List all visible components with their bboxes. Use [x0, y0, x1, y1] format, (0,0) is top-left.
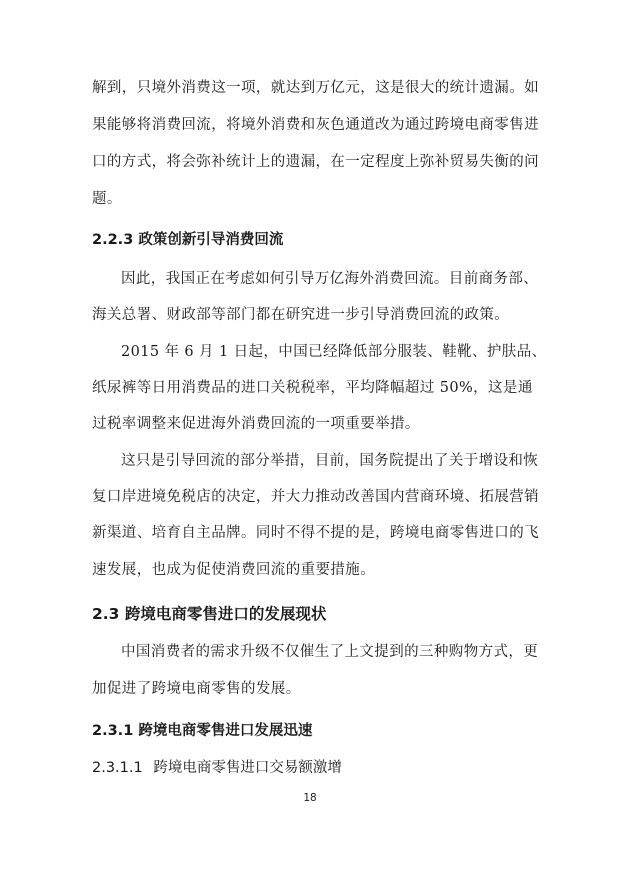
paragraph-line: 加促进了跨境电商零售的发展。 — [92, 681, 301, 697]
paragraph-line: 果能够将消费回流，将境外消费和灰色通道改为通过跨境电商零售进 — [92, 117, 539, 133]
paragraph-line: 2015 年 6 月 1 日起，中国已经降低部分服装、鞋靴、护肤品、 — [121, 344, 547, 360]
paragraph-line: 口的方式，将会弥补统计上的遗漏，在一定程度上弥补贸易失衡的问 — [92, 154, 539, 170]
page-number: 18 — [303, 792, 317, 804]
heading-number: 2.3.1.1 — [92, 760, 143, 776]
paragraph-line: 题。 — [92, 191, 122, 207]
section-heading-2-3-1-1 — [92, 758, 342, 778]
paragraph-line: 速发展，也成为促使消费回流的重要措施。 — [92, 562, 376, 578]
paragraph-line: 中国消费者的需求升级不仅催生了上文提到的三种购物方式，更 — [121, 644, 539, 660]
paragraph-line: 纸尿裤等日用消费品的进口关税税率，平均降幅超过 50%，这是通 — [92, 380, 533, 396]
section-heading-2-2-3: 2.2.3 政策创新引导消费回流 — [92, 232, 284, 248]
paragraph-line: 海关总署、财政部等部门都在研究进一步引导消费回流的政策。 — [92, 307, 510, 323]
paragraph-line: 过税率调整来促进海外消费回流的一项重要举措。 — [92, 416, 420, 432]
paragraph-line: 新渠道、培育自主品牌。同时不得不提的是，跨境电商零售进口的飞 — [92, 525, 539, 541]
paragraph-line: 这只是引导回流的部分举措，目前，国务院提出了关于增设和恢 — [121, 453, 539, 469]
heading-text: 跨境电商零售进口交易额激增 — [153, 760, 342, 776]
section-heading-2-3: 2.3 跨境电商零售进口的发展现状 — [92, 605, 327, 623]
section-heading-2-3-1: 2.3.1 跨境电商零售进口发展迅速 — [92, 723, 313, 739]
paragraph-line: 解到，只境外消费这一项，就达到万亿元，这是很大的统计遗漏。如 — [92, 80, 539, 96]
paragraph-line: 因此，我国正在考虑如何引导万亿海外消费回流。目前商务部、 — [121, 271, 539, 287]
paragraph-line: 复口岸进境免税店的决定，并大力推动改善国内营商环境、拓展营销 — [92, 489, 539, 505]
